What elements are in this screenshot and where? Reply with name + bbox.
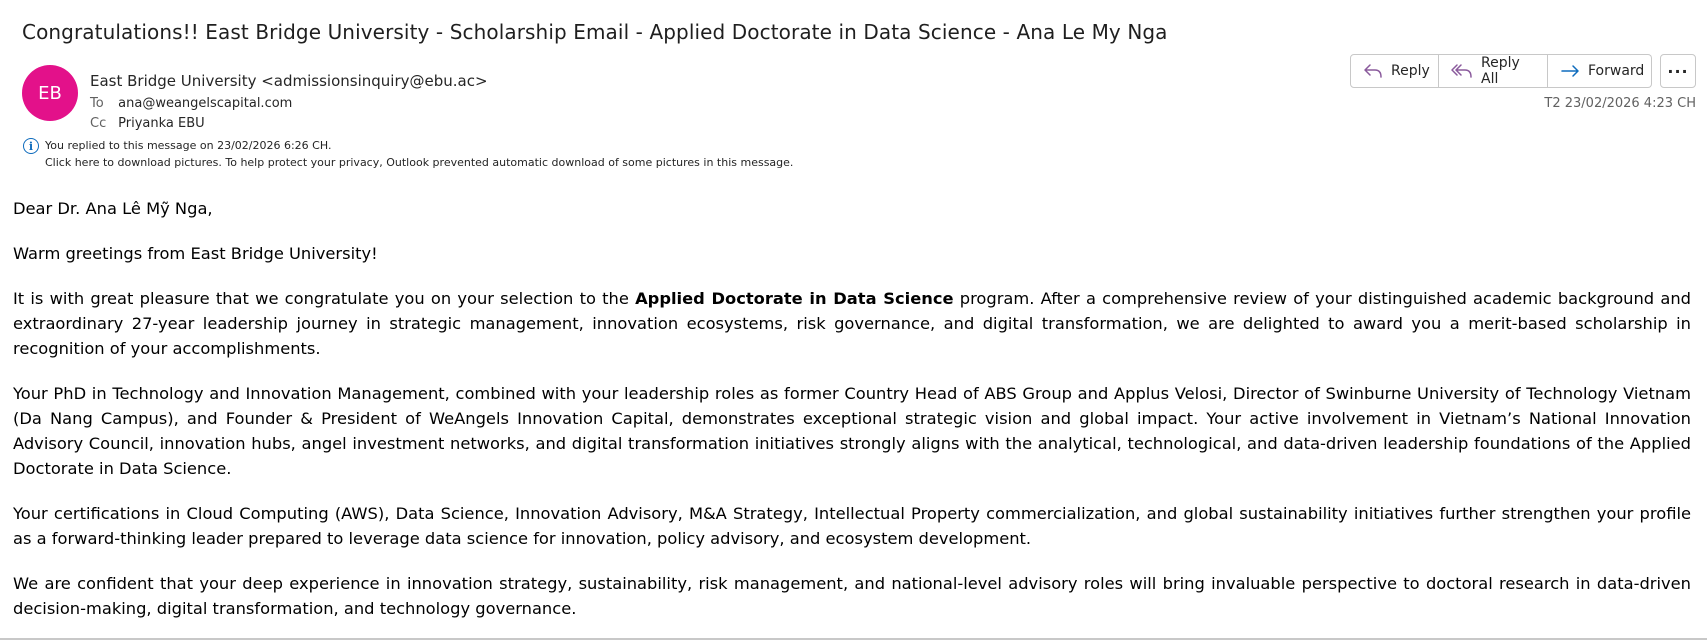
reply-button[interactable] <box>1350 54 1439 88</box>
to-label: To <box>90 96 104 111</box>
message-actions <box>1350 54 1652 88</box>
message-body <box>13 196 1691 641</box>
forward-icon <box>1560 63 1580 79</box>
body-paragraph-3: Your certifications in Cloud Computing (AWS), Data Science, Innovation Advisory, M&A Strategy, Intellectual Property commercialization, and global sustainability initiatives further strengthen your profile as a forward-thinking leader prepared to leverage data science for innovation, policy advisory, and ecosystem development. <box>13 504 1691 548</box>
body-paragraph-4: We are confident that your deep experience in innovation strategy, sustainability, risk management, and national-level advisory roles will bring invaluable perspective to doctoral research in data-driven decision-making, digital transformation, and technology governance. <box>13 574 1691 618</box>
p1-rest: program. After a comprehensive review of your distinguished academic background and extraordinary 27-year leadership journey in strategic management, innovation ecosystems, risk governance, and digital transformation, we are delighted to award you a merit-based scholarship in recognition of your accomplishments. <box>13 289 1691 358</box>
to-line <box>90 96 292 111</box>
cc-recipient[interactable]: Priyanka EBU <box>118 116 205 131</box>
more-icon: ··· <box>1667 61 1689 81</box>
message-datetime: T2 23/02/2026 4:23 CH <box>1544 96 1696 111</box>
reply-all-button[interactable] <box>1439 54 1548 88</box>
reply-icon <box>1363 63 1383 79</box>
to-recipient[interactable]: ana@weangelscapital.com <box>118 96 293 111</box>
sender-name[interactable]: East Bridge University <admissionsinquiry@ebu.ac> <box>90 72 488 90</box>
reply-all-icon <box>1451 63 1473 79</box>
body-paragraph-2: Your PhD in Technology and Innovation Management, combined with your leadership roles as former Country Head of ABS Group and Applus Velosi, Director of Swinburne University of Technology Vietnam (Da Nang Campus), and Founder & President of WeAngels Innovation Capital, demonstrates exceptional strategic vision and global impact. Your active involvement in Vietnam’s National Innovation Advisory Council, innovation hubs, angel investment networks, and digital transformation initiatives strongly aligns with the analytical, technological, and data-driven leadership foundations of the Applied Doctorate in Data Science. <box>13 384 1691 478</box>
cc-label: Cc <box>90 116 107 131</box>
body-paragraph-1 <box>13 286 1691 361</box>
sender-avatar[interactable]: EB <box>22 65 78 121</box>
p1-intro: It is with great pleasure that we congratulate you on your selection to the <box>13 289 636 308</box>
more-actions-button[interactable] <box>1660 54 1696 88</box>
info-icon: i <box>23 138 39 154</box>
email-subject: Congratulations!! East Bridge University - Scholarship Email - Applied Doctorate in Data Science - Ana Le My Nga <box>22 20 1168 44</box>
reply-label: Reply <box>1391 63 1430 79</box>
forward-button[interactable] <box>1548 54 1652 88</box>
forward-label: Forward <box>1588 63 1645 79</box>
program-name: Applied Doctorate in Data Science <box>635 289 954 308</box>
cc-line <box>90 116 205 131</box>
warm-greeting: Warm greetings from East Bridge University! <box>13 244 378 263</box>
reply-all-label: Reply All <box>1481 55 1520 87</box>
greeting: Dear Dr. Ana Lê Mỹ Nga, <box>13 199 213 218</box>
replied-notice: You replied to this message on 23/02/2026 6:26 CH. <box>45 139 332 152</box>
download-pictures-notice[interactable]: Click here to download pictures. To help protect your privacy, Outlook prevented automatic download of some pictures in this message. <box>45 156 794 169</box>
